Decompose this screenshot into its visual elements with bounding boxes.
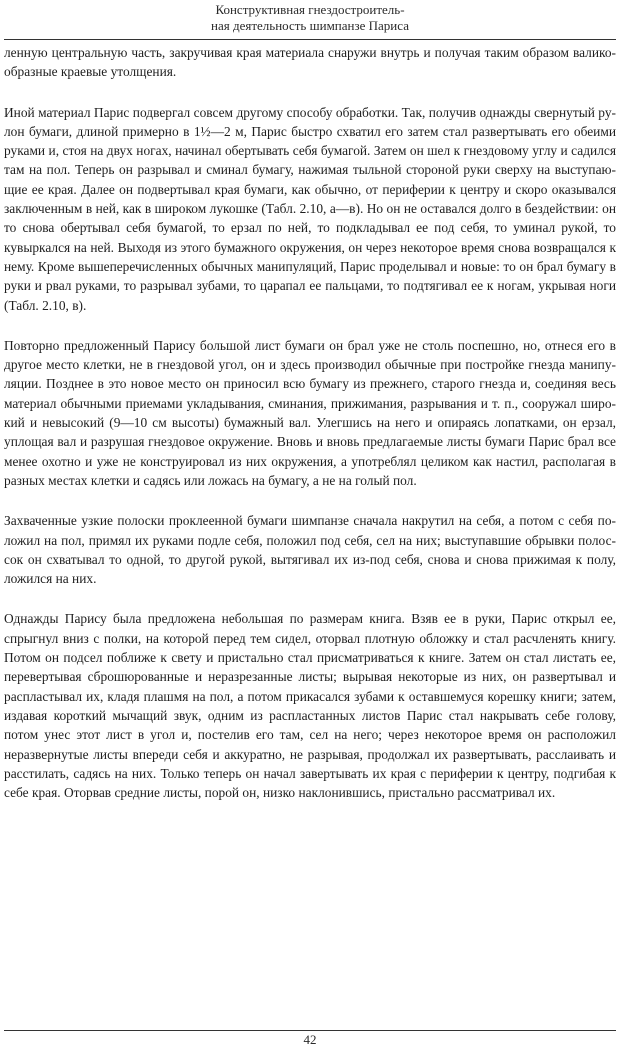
running-head-line-2: ная деятельность шимпанзе Париса <box>211 18 409 33</box>
paragraph-large-sheet: Повторно предложенный Парису большой лист бумаги он брал уже не столь поспешно, но, отнеся его в другое место клетки, не в гнездовой угол, он и здесь производил обычные при постройке гнезда манипуляции. Позднее в это новое место он приносил всю бумагу из прежнего, старого гнезда и, соединяя весь материал обычными приемами укладывания, сминания, прижимания, разрывания и т. п., сооружал широкий и невысокий (9—10 см высоты) бумажный вал. Улегшись на него и опираясь лопатками, он ерзал, уплощая вал и разрушая гнездовое окружение. Вновь и вновь предлагаемые листы бумаги Парис брал все менее охотно и уже не конструировал из них окружения, а употреблял целиком как настил, располагая в разных местах клетки и садясь или ложась на бумагу, а не на голый пол. <box>4 337 616 488</box>
running-head-line-1: Конструктивная гнездостроитель- <box>215 2 405 17</box>
paragraph-paper-roll: Иной материал Парис подвергал совсем другому способу обработки. Так, получив однажды свернутый рулон бумаги, длиной примерно в 1½—2 м, Парис быстро схватил его затем стал развертывать его обеими руками и, стоя на двух ногах, начинал обертывать себя бумагой. Затем он шел к гнездовому углу и садился там на пол. Теперь он разрывал и сминал бумагу, нажимая тыльной стороной руки сверху на выступающие ее края. Далее он подвертывал края бумаги, как обычно, от периферии к центру и скоро оказывался заключенным в ней, как в широком лукошке (Табл. 2.10, а—в). Но он не оставался долго в бездействии: он то снова обертывал себя бумагой, то ерзал по ней, то подкладывал ее под себя, то уминал рукой, то кувыркался на ней. Выходя из этого бумажного окружения, он через некоторое время снова возвращался к нему. Кроме вышеперечисленных обычных манипуляций, Парис проделывал и новые: то он брал бумагу в руки и рвал руками, то разрывал зубами, то царапал ее пальцами, то подтягивал ее к ногам, укрывая ноги (Табл. 2.10, в). <box>4 104 616 313</box>
footer-rule <box>4 1030 616 1031</box>
page-number: 42 <box>303 1032 317 1047</box>
paragraph-continuation: ленную центральную часть, закручивая края материала снаружи внутрь и получая таким образом валикообразные краевые утолщения. <box>4 45 616 80</box>
header-rule <box>4 39 616 40</box>
body-text <box>4 43 616 823</box>
paragraph-book: Однажды Парису была предложена небольшая по размерам книга. Взяв ее в руки, Парис открыл ее, спрыгнул вниз с полки, на которой перед тем сидел, оторвал плотную обложку и стал расчленять книгу. Потом он подсел поближе к свету и пристально стал присматриваться к книге. Затем он стал листать ее, перевертывая сброшюрованные и неразрезанные листы; вырывая некоторые из них, он развертывал и распластывал их, кладя плашмя на пол, а потом прикасался зубами к оставшемуся корешку книги; затем, издавая короткий мычащий звук, одним из распластанных листов Парис стал накрывать себе голову, потом унес этот лист в угол и, постелив его там, сел на него; через некоторое время он расположил неразвернутые листы впереди себя и аккуратно, не разрывая, продолжал их развертывать, расслаивать и расстилать, садясь на них. Только теперь он начал завертывать их края с периферии к центру, подгибая к себе края. Оторвав средние листы, порой он, низко наклонившись, пристально рассматривал их. <box>4 611 616 801</box>
running-head <box>0 2 620 34</box>
paragraph-paper-strips: Захваченные узкие полоски проклеенной бумаги шимпанзе сначала накрутил на себя, а потом с себя положил на пол, примял их руками подле себя, положил под себя, сел на них; выступавшие обрывки полоссок он схватывал то одной, то другой рукой, вытягивал их из-под себя, снова и снова прижимая к полу, ложился на них. <box>4 513 616 587</box>
